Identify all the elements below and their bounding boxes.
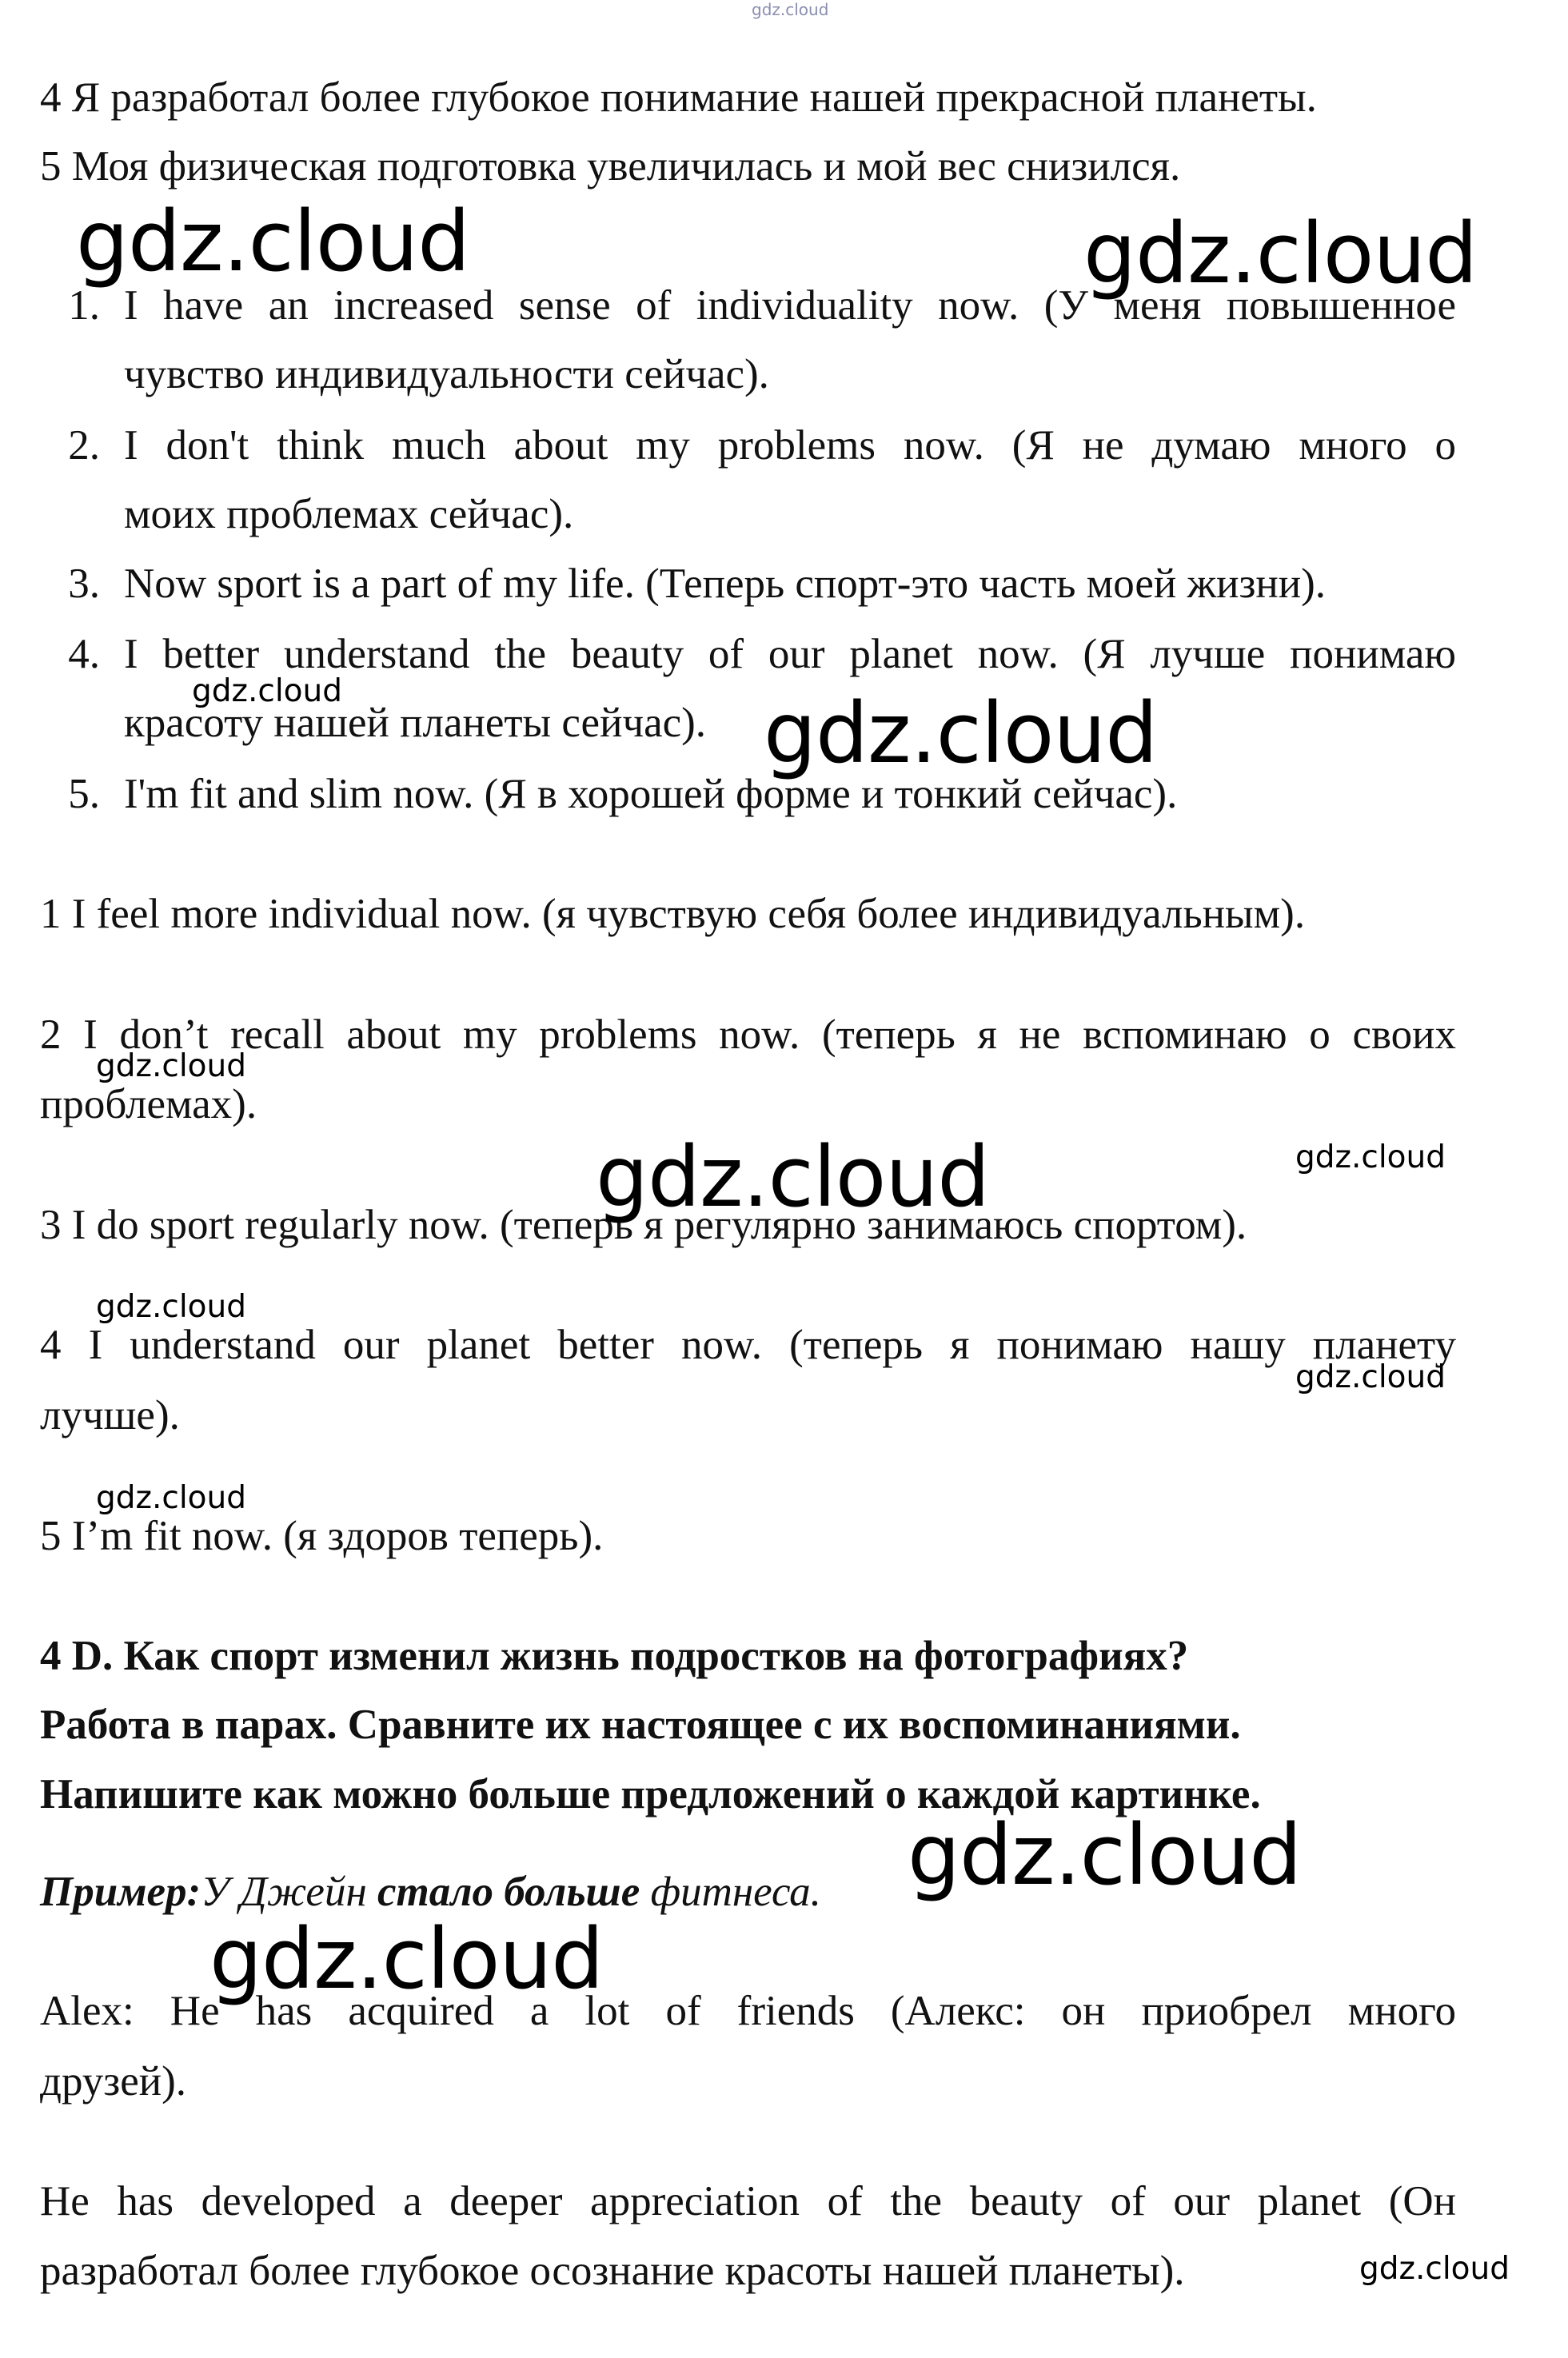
watermark: gdz.cloud <box>96 1289 246 1325</box>
example-text: фитнеса. <box>640 1869 821 1915</box>
paragraph-line: разработал более глубокое осознание красоты нашей планеты). <box>40 2248 1185 2294</box>
answer-line: проблемах). <box>40 1081 257 1127</box>
watermark: gdz.cloud <box>1359 2251 1510 2287</box>
list-item-number: 4. <box>68 631 100 677</box>
list-item-text: моих проблемах сейчас). <box>124 491 574 537</box>
watermark: gdz.cloud <box>1083 205 1478 302</box>
list-item-text: I don't think much about my problems now. (Я не думаю много о <box>124 422 1456 469</box>
task-line: Работа в парах. Сравните их настоящее с их воспоминаниями. <box>40 1702 1241 1748</box>
paragraph-line: друзей). <box>40 2058 186 2105</box>
list-item-number: 2. <box>68 422 100 469</box>
answer-line: 2 I don’t recall about my problems now. (теперь я не вспоминаю о своих <box>40 1011 1456 1058</box>
watermark: gdz.cloud <box>1295 1359 1446 1395</box>
watermark: gdz.cloud <box>96 1480 246 1516</box>
list-item-text: I'm fit and slim now. (Я в хорошей форме и тонкий сейчас). <box>124 771 1178 817</box>
answer-line: 4 I understand our planet better now. (теперь я понимаю нашу планету <box>40 1322 1456 1368</box>
watermark: gdz.cloud <box>209 1910 604 2008</box>
task-line: Напишите как можно больше предложений о каждой картинке. <box>40 1771 1261 1817</box>
answer-line: 5 I’m fit now. (я здоров теперь). <box>40 1513 604 1559</box>
list-item-text: I better understand the beauty of our planet now. (Я лучше понимаю <box>124 631 1456 677</box>
list-item-text: красоту нашей планеты сейчас). <box>124 700 707 746</box>
list-item-number: 5. <box>68 771 100 817</box>
example-emphasis: стало больше <box>377 1869 640 1915</box>
watermark: gdz.cloud <box>192 673 342 709</box>
list-item-number: 3. <box>68 561 100 607</box>
top-watermark: gdz.cloud <box>752 0 829 19</box>
answer-line: 1 I feel more individual now. (я чувствую себя более индивидуальным). <box>40 891 1306 937</box>
list-item-text: Now sport is a part of my life. (Теперь спорт-это часть моей жизни). <box>124 561 1327 607</box>
example-line <box>40 1868 821 1916</box>
answer-line: лучше). <box>40 1392 180 1438</box>
list-item-number: 1. <box>68 282 100 329</box>
watermark: gdz.cloud <box>764 684 1158 782</box>
watermark: gdz.cloud <box>1295 1139 1446 1175</box>
paragraph-line: Alex: He has acquired a lot of friends (Алекс: он приобрел много <box>40 1988 1456 2034</box>
example-label: Пример: <box>40 1869 201 1915</box>
watermark: gdz.cloud <box>908 1806 1302 1904</box>
translation-line-5: 5 Моя физическая подготовка увеличилась и мой вес снизился. <box>40 143 1181 190</box>
list-item-text: I have an increased sense of individuality now. (У меня повышенное <box>124 282 1456 329</box>
translation-line-4: 4 Я разработал более глубокое понимание нашей прекрасной планеты. <box>40 74 1317 121</box>
answer-line: 3 I do sport regularly now. (теперь я регулярно занимаюсь спортом). <box>40 1202 1247 1248</box>
task-line: 4 D. Как спорт изменил жизнь подростков на фотографиях? <box>40 1633 1189 1679</box>
watermark: gdz.cloud <box>96 1048 246 1084</box>
example-text: У Джейн <box>201 1869 377 1915</box>
paragraph-line: He has developed a deeper appreciation of the beauty of our planet (Он <box>40 2178 1456 2224</box>
list-item-text: чувство индивидуальности сейчас). <box>124 351 769 397</box>
watermark: gdz.cloud <box>76 193 470 290</box>
watermark: gdz.cloud <box>596 1128 990 1226</box>
